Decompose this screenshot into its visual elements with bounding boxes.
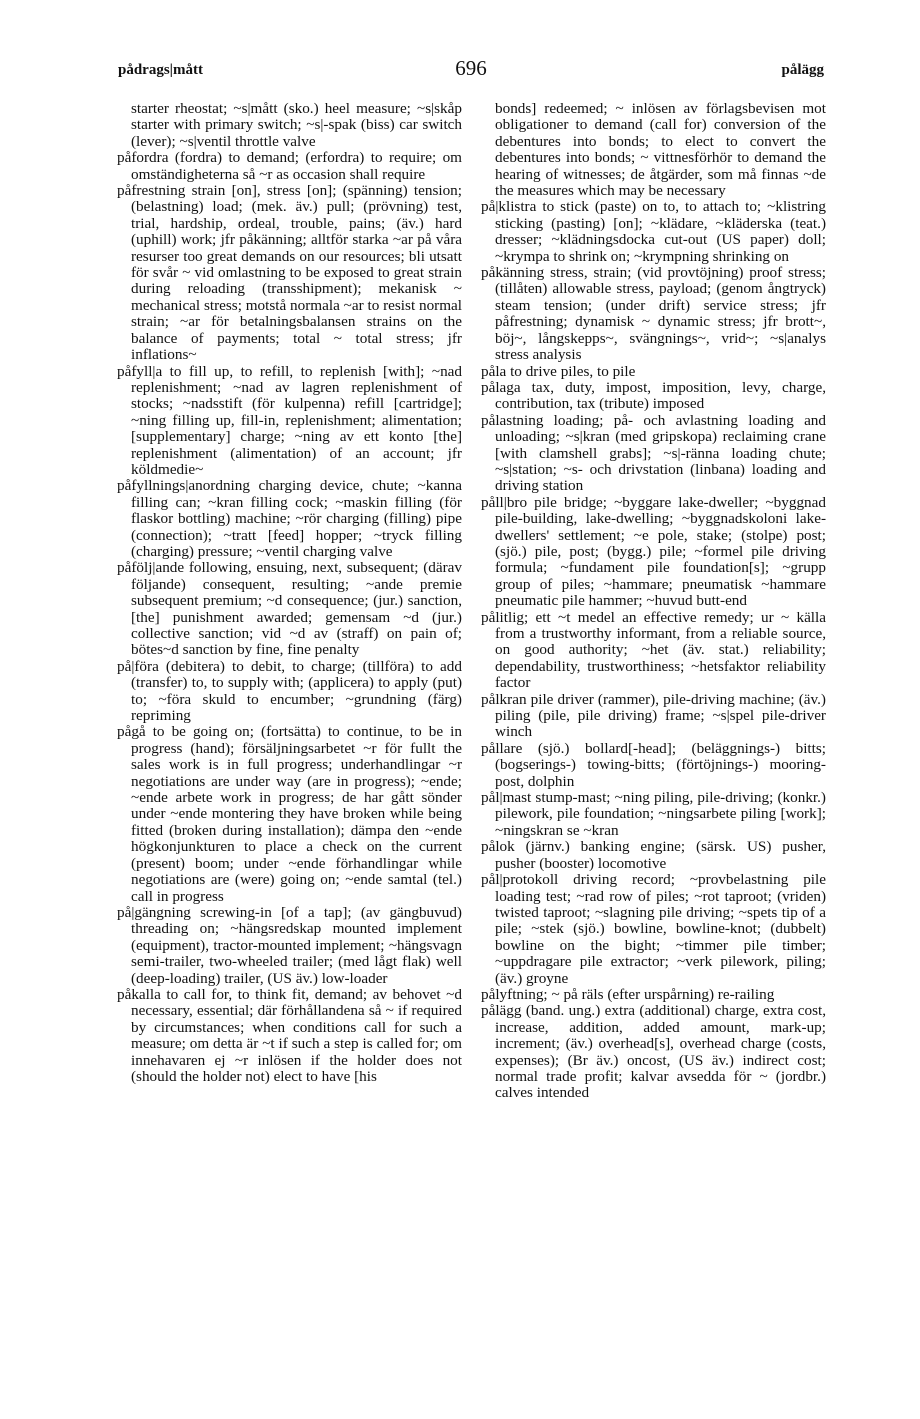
dictionary-entry: pållare (sjö.) bollard[-head]; (beläggnings-) bitts; (bogserings-) towing-bitts; (förtöjnings-) mooring-post, dolphin	[481, 739, 826, 790]
dictionary-entry: påla to drive piles, to pile	[481, 362, 636, 380]
dictionary-entry: påfölj|ande following, ensuing, next, subsequent; (därav följande) consequent, resulting; ~ande premie subsequent premium; ~d consequence; (jur.) sanction, [the] punishment awarded; gemensam ~d (jur.) collective sanction; vid ~d av (straff) on pain of; bötes~d sanction by fine, fine penalty	[117, 559, 462, 659]
dictionary-entry: på|klistra to stick (paste) on to, to attach to; ~klistring sticking (pasting) [on]; ~klädare, ~kläderska (teat.) dresser; ~klädningsdocka cut-out (US paper) doll; ~krympa to shrink on; ~krympning shrinking on	[481, 198, 826, 265]
dictionary-entry: pålitlig; ett ~t medel an effective remedy; ur ~ källa from a trustworthy informant, from a reliable source, on good authority; ~het (äv. stat.) reliability; dependability, trustworthiness; ~hetsfaktor reliability factor	[481, 608, 826, 692]
left-running-headword: pådrags|mått	[118, 62, 203, 78]
dictionary-entry: på|föra (debitera) to debit, to charge; (tillföra) to add (transfer) to, to supply with; (applicera) to apply (put) to; ~föra skuld to encumber; ~grundning (färg) repriming	[117, 657, 462, 725]
left-column	[117, 101, 462, 1085]
dictionary-entry: pålaga tax, duty, impost, imposition, levy, charge, contribution, tax (tribute) imposed	[481, 378, 826, 413]
dictionary-entry: bonds] redeemed; ~ inlösen av förlagsbevisen mot obligationer to demand (call for) conversion of the debentures into bonds; to elect to convert the debentures into bonds; ~ vittnesförhör to demand the hearing of witnesses; de åtgärder, som må finnas ~de the measures which may be necessary	[495, 100, 826, 200]
page-number: 696	[455, 56, 487, 80]
page-header	[118, 56, 824, 84]
dictionary-entry: påkalla to call for, to think fit, demand; av behovet ~d necessary, essential; där förhållandena så ~ if required by circumstances; when conditions call for such a measure; om detta är ~t if such a step is called for; om innehavaren ej ~r inlösen if the holder does not (should the holder not) elect to have [his	[117, 985, 462, 1085]
right-column	[481, 101, 826, 1102]
dictionary-entry: pågå to be going on; (fortsätta) to continue, to be in progress (hand); försäljningsarbetet ~r för fullt the sales work is in full progress; underhandlingar ~r negotiations are under way (are in progress); ~ende; ~ende arbete work in progress; de har gått sönder under ~ende montering they have broken while being fitted (broken during installation); dämpa den ~ende högkonjunkturen to place a check on the current (present) boom; under ~ende förhandlingar while negotiations are (were) going on; ~ende samtal (tel.) call in progress	[117, 723, 462, 905]
dictionary-entry: pålägg (band. ung.) extra (additional) charge, extra cost, increase, addition, added amount, mark-up; increment; (äv.) overhead[s], overhead charge (costs, expenses); (Br äv.) oncost, (US äv.) indirect cost; normal trade profit; kalvar avsedda för ~ (jordbr.) calves intended	[481, 1002, 826, 1102]
dictionary-entry: pålok (järnv.) banking engine; (särsk. US) pusher, pusher (booster) locomotive	[481, 838, 826, 872]
dictionary-entry: påfordra (fordra) to demand; (erfordra) to require; om omständigheterna så ~r as occasion shall require	[117, 149, 462, 183]
dictionary-entry: pål|protokoll driving record; ~provbelastning pile loading test; ~rad row of piles; ~rot taproot; (vriden) twisted taproot; ~slagning pile driving; ~spets tip of a pile; ~stek (sjö.) bowline, bowline-knot; (dubbelt) bowline on the bight; ~timmer pile timber; ~uppdragare pile extractor; ~verk pilework, piling; (äv.) groyne	[481, 871, 826, 987]
dictionary-entry: påfyll|a to fill up, to refill, to replenish [with]; ~nad replenishment; ~nad av lagren replenishment of stocks; ~nadsstift (för kulpenna) refill [cartridge]; ~ning filling up, fill-in, replenishment; alimentation; [supplementary] charge; ~ning av ett konto [the] replenishment (alimentation) of an account; jfr köldmedie~	[117, 362, 462, 478]
dictionary-entry: pålastning loading; på- och avlastning loading and unloading; ~s|kran (med gripskopa) reclaiming crane [with clamshell grabs]; ~s|-ränna loading chute; ~s|station; ~s- och drivstation (linbana) loading and driving station	[481, 411, 826, 495]
dictionary-entry: starter rheostat; ~s|mått (sko.) heel measure; ~s|skåp starter with primary switch; ~s|-spak (biss) car switch (lever); ~s|ventil throttle valve	[131, 100, 462, 150]
dictionary-entry: pålyftning; ~ på räls (efter urspårning) re-railing	[481, 985, 775, 1003]
dictionary-entry: på|gängning screwing-in [of a tap]; (av gängbuvud) threading on; ~hängsredskap mounted implement (equipment), tractor-mounted implement; ~hängsvagn semi-trailer, two-wheeled trailer; (med lågt flak) well (deep-loading) trailer, (US äv.) low-loader	[117, 903, 462, 987]
right-running-headword: pålägg	[781, 62, 824, 78]
dictionary-entry: påfrestning strain [on], stress [on]; (spänning) tension; (belastning) load; (mek. äv.) pull; (prövning) test, trial, hardship, ordeal, trouble, pains; (äv.) hard (uphill) work; jfr påkänning; alltför starka ~ar på våra resurser too great demands on our resources; bli utsatt för svår ~ vid omlastning to be exposed to great strain during reloading (transshipment); mekanisk ~ mechanical stress; motstå normala ~ar to resist normal strain; ~ar för betalningsbalansen strains on the balance of payments; total ~ total stress; jfr inflations~	[117, 182, 462, 364]
dictionary-entry: pålkran pile driver (rammer), pile-driving machine; (äv.) piling (pile, pile driving) frame; ~s|spel pile-driver winch	[481, 690, 826, 741]
dictionary-entry: påkänning stress, strain; (vid provtöjning) proof stress; (tillåten) allowable stress, payload; (genom ångtryck) steam tension; (under drift) service stress; jfr påfrestning; dynamisk ~ dynamic stress; jfr brott~, böj~, långskepps~, svängnings~, vrid~; ~s|analys stress analysis	[481, 264, 826, 364]
dictionary-entry: påll|bro pile bridge; ~byggare lake-dweller; ~byggnad pile-building, lake-dwelling; ~byggnadskoloni lake-dwellers' settlement; ~e pole, stake; (stolpe) post; (sjö.) pile, post; (bygg.) pile; ~formel pile driving formula; ~fundament pile foundation[s]; ~grupp group of piles; ~hammare; pneumatisk ~hammare pneumatic pile hammer; ~huvud butt-end	[481, 493, 826, 610]
dictionary-entry: pål|mast stump-mast; ~ning piling, pile-driving; (konkr.) pilework, pile foundation; ~ningsarbete piling [work]; ~ningskran se ~kran	[481, 789, 826, 839]
dictionary-entry: påfyllnings|anordning charging device, chute; ~kanna filling can; ~kran filling cock; ~maskin filling (för flaskor bottling) machine; ~rör charging (filling) pipe (connection); ~tratt [feed] hopper; ~tryck filling (charging) pressure; ~ventil charging valve	[117, 477, 462, 560]
